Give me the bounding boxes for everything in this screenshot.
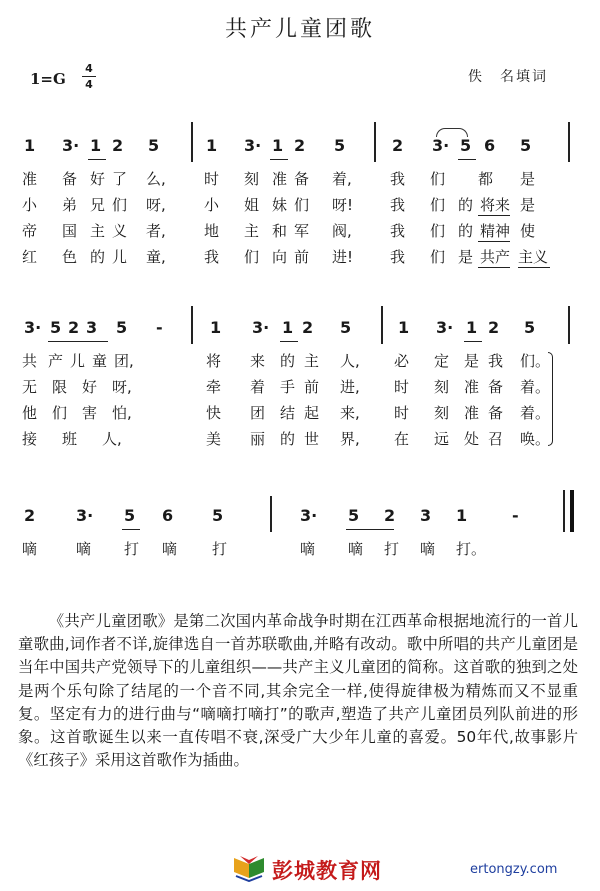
note: 2 [24, 506, 36, 525]
note: 5 [340, 318, 352, 337]
note: 3· [432, 136, 450, 155]
bar-line [191, 306, 193, 344]
note: 6 [162, 506, 174, 525]
note: 3· [244, 136, 262, 155]
underline-beam [48, 341, 108, 342]
note: 5 [148, 136, 160, 155]
underline-beam [346, 529, 394, 530]
note: 3· [436, 318, 454, 337]
note: 1 [466, 318, 478, 337]
note: 5 [50, 318, 62, 337]
note: 3· [76, 506, 94, 525]
bar-line [270, 496, 272, 532]
score-system-1 [0, 134, 600, 160]
lyric-line-1-4: 红 色 的 儿 童, 我 们 向 前 进! 我 们 是 共产 主义 [22, 248, 549, 266]
note: 5 [520, 136, 532, 155]
books-icon [230, 852, 268, 882]
site-logo[interactable] [230, 852, 480, 884]
tie-mark [436, 128, 468, 137]
note: 5 [124, 506, 136, 525]
note: 2 [112, 136, 124, 155]
note: 2 [384, 506, 396, 525]
score-system-3 [0, 504, 600, 530]
note: 1 [456, 506, 468, 525]
note: 5 [116, 318, 128, 337]
note: 5 [460, 136, 472, 155]
note: 1 [206, 136, 218, 155]
note: 2 [68, 318, 80, 337]
note: 3 [86, 318, 98, 337]
note: 1 [398, 318, 410, 337]
lyric-line-1-1: 准 备 好 了 么, 时 刻 准 备 着, 我 们 都 是 [22, 170, 536, 188]
note: 2 [302, 318, 314, 337]
bar-line [568, 122, 570, 162]
underline-beam [458, 159, 476, 160]
note: 3· [62, 136, 80, 155]
lyric-line-1-2: 小 弟 兄 们 呀, 小 姐 妹 们 呀! 我 们 的 将来 是 [22, 196, 536, 214]
note: 2 [392, 136, 404, 155]
logo-name: 彭城教育网 [272, 859, 382, 883]
note: 1 [272, 136, 284, 155]
meter-bottom: 4 [85, 78, 93, 91]
note: 1 [24, 136, 36, 155]
note: 5 [334, 136, 346, 155]
lyric-line-2-3: 他 们 害 怕, 快 团 结 起 来, 时 刻 准 备 着。 [22, 404, 551, 422]
key-signature: 1=G [30, 70, 66, 88]
lyric-line-3-1: 嘀 嘀 打 嘀 打 嘀 嘀 打 嘀 打。 [22, 540, 487, 558]
site-url[interactable]: ertongzy.com [470, 862, 558, 877]
underline-beam [464, 341, 482, 342]
bar-line [568, 306, 570, 344]
bar-line [381, 306, 383, 344]
underline-beam [270, 159, 288, 160]
note: - [512, 506, 519, 525]
underline-beam [88, 159, 106, 160]
note: 3· [24, 318, 42, 337]
bar-line [191, 122, 193, 162]
note: 5 [212, 506, 224, 525]
note: 1 [282, 318, 294, 337]
final-bar-thick [570, 490, 574, 532]
lyric-line-2-2: 无 限 好 呀, 牵 着 手 前 进, 时 刻 准 备 着。 [22, 378, 551, 396]
note: 3 [420, 506, 432, 525]
note: 5 [524, 318, 536, 337]
score-system-2 [0, 316, 600, 342]
repeat-brace [548, 352, 553, 446]
meter-top: 4 [85, 62, 93, 75]
note: 1 [90, 136, 102, 155]
note: 2 [488, 318, 500, 337]
note: 1 [210, 318, 222, 337]
note: 6 [484, 136, 496, 155]
song-title: 共产儿童团歌 [224, 17, 375, 42]
note: 3· [252, 318, 270, 337]
description-paragraph: 《共产儿童团歌》是第二次国内革命战争时期在江西革命根据地流行的一首儿童歌曲,词作者不详,旋律选自一首苏联歌曲,并略有改动。歌中所唱的共产儿童团是当年中国共产党领导下的儿童组织——共产主义儿童团的简称。这首歌的独到之处是两个乐句除了结尾的一个音不同,其余完全一样,使得旋律极为精炼而又不显重复。坚定有力的进行曲与“嘀嘀打嘀打”的歌声,塑造了共产儿童团员列队前进的形象。这首歌诞生以来一直传唱不衰,深受广大少年儿童的喜爱。50年代,故事影片《红孩子》采用这首歌作为插曲。 [18, 612, 578, 770]
lyric-line-2-4: 接 班 人, 美 丽 的 世 界, 在 远 处 召 唤。 [22, 430, 551, 448]
lyric-line-1-3: 帝 国 主 义 者, 地 主 和 军 阀, 我 们 的 精神 使 [22, 222, 536, 240]
underline-beam [280, 341, 298, 342]
final-bar-thin [563, 490, 565, 532]
time-signature [82, 62, 96, 91]
note: 3· [300, 506, 318, 525]
note: 2 [294, 136, 306, 155]
note: 5 [348, 506, 360, 525]
bar-line [374, 122, 376, 162]
lyricist-credit: 佚 名填词 [468, 69, 548, 85]
note: - [156, 318, 163, 337]
underline-beam [122, 529, 140, 530]
lyric-line-2-1: 共 产 儿 童 团, 将 来 的 主 人, 必 定 是 我 们。 [22, 352, 551, 370]
